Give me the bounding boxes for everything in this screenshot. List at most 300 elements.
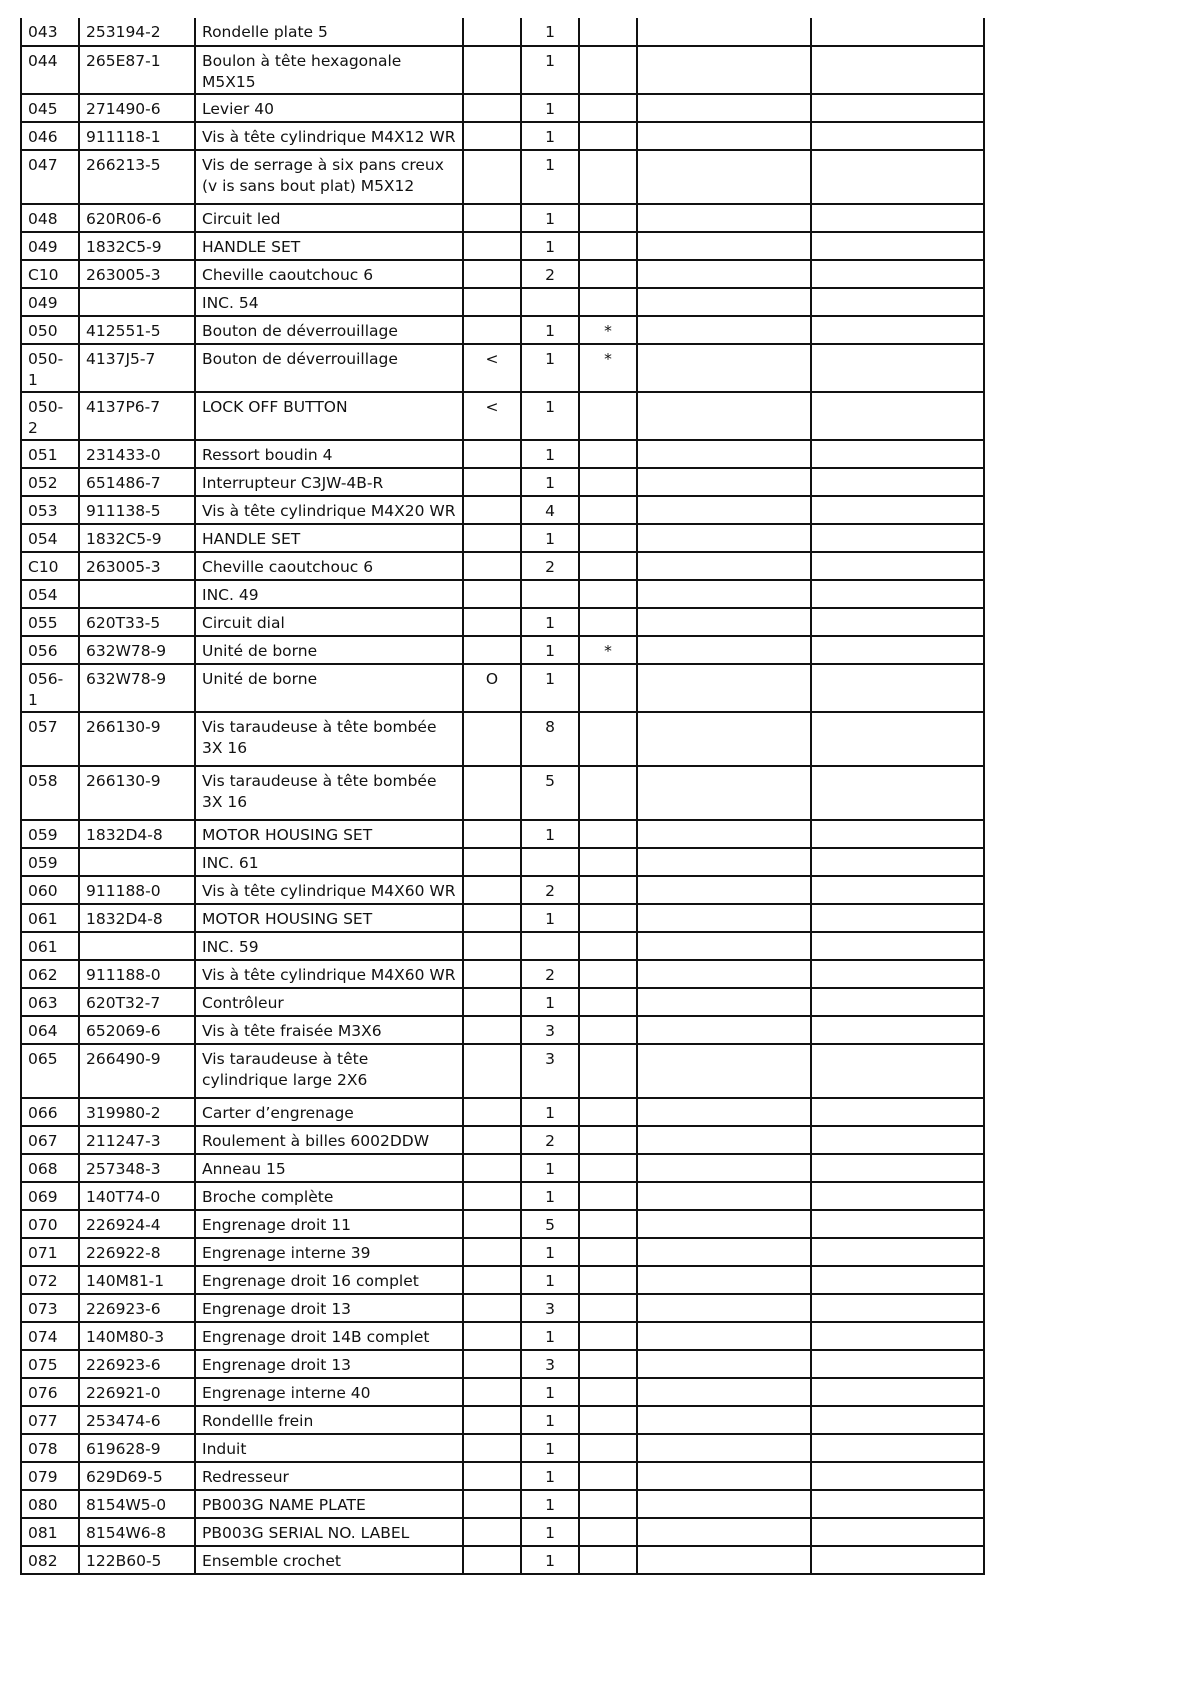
part-number-cell: 1832C5-9 [79,232,195,260]
empty-cell [637,316,811,344]
empty-cell [811,288,984,316]
description-cell: Ensemble crochet [195,1546,463,1574]
description-cell: Levier 40 [195,94,463,122]
description-cell: PB003G SERIAL NO. LABEL [195,1518,463,1546]
description-cell: PB003G NAME PLATE [195,1490,463,1518]
note-cell [579,1350,637,1378]
table-row [21,960,984,988]
description-cell: Broche complète [195,1182,463,1210]
marker-cell [463,232,521,260]
part-number-cell: 122B60-5 [79,1546,195,1574]
empty-cell [811,766,984,820]
ref-number-cell: 059 [21,820,79,848]
empty-cell [811,1044,984,1098]
empty-cell [811,932,984,960]
empty-cell [811,468,984,496]
note-cell [579,1098,637,1126]
description-cell: Vis taraudeuse à tête cylindrique large 2X6 [195,1044,463,1098]
table-row [21,820,984,848]
empty-cell [811,636,984,664]
marker-cell [463,496,521,524]
quantity-cell: 1 [521,524,579,552]
ref-number-cell: 069 [21,1182,79,1210]
part-number-cell: 632W78-9 [79,664,195,712]
part-number-cell: 629D69-5 [79,1462,195,1490]
table-row [21,1462,984,1490]
marker-cell [463,580,521,608]
description-cell: HANDLE SET [195,524,463,552]
ref-number-cell: 046 [21,122,79,150]
empty-cell [637,1546,811,1574]
part-number-cell: 319980-2 [79,1098,195,1126]
note-cell [579,392,637,440]
table-row [21,1490,984,1518]
part-number-cell: 620T33-5 [79,608,195,636]
table-row [21,1294,984,1322]
table-row [21,496,984,524]
table-row [21,1154,984,1182]
empty-cell [811,960,984,988]
empty-cell [811,1490,984,1518]
marker-cell [463,904,521,932]
empty-cell [811,848,984,876]
part-number-cell: 4137J5-7 [79,344,195,392]
parts-table-body [21,18,984,1574]
part-number-cell: 651486-7 [79,468,195,496]
note-cell [579,46,637,94]
table-row [21,440,984,468]
note-cell [579,1294,637,1322]
table-row [21,766,984,820]
description-cell: Engrenage droit 16 complet [195,1266,463,1294]
table-row [21,712,984,766]
ref-number-cell: 051 [21,440,79,468]
empty-cell [637,18,811,46]
empty-cell [637,392,811,440]
table-row [21,1378,984,1406]
marker-cell [463,1266,521,1294]
empty-cell [637,1434,811,1462]
description-cell: Vis à tête cylindrique M4X60 WR [195,960,463,988]
marker-cell [463,1322,521,1350]
table-row [21,1098,984,1126]
quantity-cell: 8 [521,712,579,766]
note-cell [579,664,637,712]
part-number-cell: 257348-3 [79,1154,195,1182]
quantity-cell: 3 [521,1016,579,1044]
description-cell: Circuit led [195,204,463,232]
ref-number-cell: 065 [21,1044,79,1098]
parts-table [20,18,985,1575]
empty-cell [811,608,984,636]
part-number-cell: 266213-5 [79,150,195,204]
marker-cell [463,848,521,876]
note-cell [579,1490,637,1518]
table-row [21,392,984,440]
quantity-cell: 1 [521,904,579,932]
quantity-cell [521,848,579,876]
empty-cell [637,712,811,766]
table-row [21,1434,984,1462]
description-cell: Vis à tête cylindrique M4X60 WR [195,876,463,904]
note-cell [579,1322,637,1350]
part-number-cell: 911188-0 [79,960,195,988]
ref-number-cell: 077 [21,1406,79,1434]
quantity-cell: 2 [521,960,579,988]
table-row [21,608,984,636]
part-number-cell: 652069-6 [79,1016,195,1044]
empty-cell [637,1238,811,1266]
note-cell [579,1238,637,1266]
description-cell: INC. 59 [195,932,463,960]
description-cell: Vis de serrage à six pans creux (v is sans bout plat) M5X12 [195,150,463,204]
table-row [21,1406,984,1434]
empty-cell [811,1518,984,1546]
marker-cell [463,18,521,46]
table-row [21,18,984,46]
empty-cell [811,1266,984,1294]
empty-cell [811,204,984,232]
marker-cell [463,524,521,552]
ref-number-cell: 054 [21,580,79,608]
empty-cell [811,664,984,712]
table-row [21,122,984,150]
marker-cell [463,1518,521,1546]
empty-cell [811,1350,984,1378]
empty-cell [811,496,984,524]
description-cell: Carter d’engrenage [195,1098,463,1126]
empty-cell [811,316,984,344]
empty-cell [637,552,811,580]
note-cell [579,524,637,552]
empty-cell [811,440,984,468]
description-cell: Cheville caoutchouc 6 [195,552,463,580]
part-number-cell: 1832D4-8 [79,904,195,932]
quantity-cell: 2 [521,552,579,580]
ref-number-cell: 048 [21,204,79,232]
note-cell [579,988,637,1016]
description-cell: Unité de borne [195,636,463,664]
ref-number-cell: 054 [21,524,79,552]
note-cell: * [579,636,637,664]
ref-number-cell: 076 [21,1378,79,1406]
ref-number-cell: 062 [21,960,79,988]
description-cell: Interrupteur C3JW-4B-R [195,468,463,496]
quantity-cell: 1 [521,1266,579,1294]
ref-number-cell: 081 [21,1518,79,1546]
ref-number-cell: 059 [21,848,79,876]
description-cell: Boulon à tête hexagonale M5X15 [195,46,463,94]
table-row [21,1126,984,1154]
empty-cell [811,1434,984,1462]
quantity-cell: 5 [521,1210,579,1238]
part-number-cell: 412551-5 [79,316,195,344]
marker-cell [463,1210,521,1238]
note-cell [579,1378,637,1406]
part-number-cell: 8154W6-8 [79,1518,195,1546]
empty-cell [637,288,811,316]
empty-cell [811,712,984,766]
description-cell: Bouton de déverrouillage [195,316,463,344]
part-number-cell: 620T32-7 [79,988,195,1016]
quantity-cell: 1 [521,1518,579,1546]
table-row [21,524,984,552]
ref-number-cell: 070 [21,1210,79,1238]
empty-cell [637,260,811,288]
description-cell: Engrenage droit 13 [195,1350,463,1378]
quantity-cell: 4 [521,496,579,524]
note-cell [579,904,637,932]
quantity-cell: 2 [521,260,579,288]
marker-cell [463,1350,521,1378]
note-cell: * [579,344,637,392]
quantity-cell: 3 [521,1350,579,1378]
note-cell [579,1016,637,1044]
note-cell [579,1126,637,1154]
marker-cell [463,316,521,344]
part-number-cell: 265E87-1 [79,46,195,94]
marker-cell [463,204,521,232]
marker-cell [463,1044,521,1098]
empty-cell [811,122,984,150]
empty-cell [637,1098,811,1126]
marker-cell [463,988,521,1016]
ref-number-cell: 071 [21,1238,79,1266]
empty-cell [637,1154,811,1182]
part-number-cell: 911188-0 [79,876,195,904]
quantity-cell: 1 [521,122,579,150]
marker-cell [463,288,521,316]
marker-cell [463,1434,521,1462]
quantity-cell: 1 [521,1238,579,1266]
empty-cell [637,1350,811,1378]
part-number-cell: 253194-2 [79,18,195,46]
table-row [21,1322,984,1350]
table-row [21,1016,984,1044]
empty-cell [637,1518,811,1546]
quantity-cell: 1 [521,1322,579,1350]
ref-number-cell: 066 [21,1098,79,1126]
part-number-cell: 911138-5 [79,496,195,524]
table-row [21,904,984,932]
part-number-cell: 226922-8 [79,1238,195,1266]
description-cell: Anneau 15 [195,1154,463,1182]
quantity-cell: 3 [521,1044,579,1098]
empty-cell [637,932,811,960]
marker-cell [463,960,521,988]
empty-cell [637,1266,811,1294]
marker-cell [463,1126,521,1154]
ref-number-cell: 061 [21,904,79,932]
table-row [21,1210,984,1238]
part-number-cell: 8154W5-0 [79,1490,195,1518]
empty-cell [637,988,811,1016]
marker-cell [463,122,521,150]
marker-cell [463,1238,521,1266]
ref-number-cell: 064 [21,1016,79,1044]
table-row [21,232,984,260]
part-number-cell: 632W78-9 [79,636,195,664]
quantity-cell: 1 [521,988,579,1016]
table-row [21,288,984,316]
note-cell [579,440,637,468]
note-cell [579,1406,637,1434]
note-cell [579,260,637,288]
empty-cell [637,524,811,552]
ref-number-cell: C10 [21,260,79,288]
quantity-cell: 3 [521,1294,579,1322]
empty-cell [637,204,811,232]
part-number-cell: 140M81-1 [79,1266,195,1294]
part-number-cell: 911118-1 [79,122,195,150]
description-cell: INC. 61 [195,848,463,876]
ref-number-cell: 074 [21,1322,79,1350]
quantity-cell: 1 [521,204,579,232]
description-cell: Induit [195,1434,463,1462]
empty-cell [811,392,984,440]
description-cell: Engrenage droit 14B complet [195,1322,463,1350]
note-cell [579,1210,637,1238]
quantity-cell: 1 [521,1154,579,1182]
marker-cell [463,876,521,904]
part-number-cell: 226921-0 [79,1378,195,1406]
empty-cell [811,18,984,46]
part-number-cell: 620R06-6 [79,204,195,232]
empty-cell [637,904,811,932]
ref-number-cell: 043 [21,18,79,46]
empty-cell [637,1322,811,1350]
marker-cell [463,1154,521,1182]
quantity-cell: 1 [521,1462,579,1490]
table-row [21,1044,984,1098]
table-row [21,150,984,204]
ref-number-cell: 044 [21,46,79,94]
empty-cell [637,1490,811,1518]
part-number-cell [79,580,195,608]
part-number-cell: 140M80-3 [79,1322,195,1350]
quantity-cell: 1 [521,1546,579,1574]
marker-cell [463,766,521,820]
empty-cell [811,904,984,932]
marker-cell [463,1462,521,1490]
empty-cell [811,1462,984,1490]
part-number-cell [79,288,195,316]
description-cell: Circuit dial [195,608,463,636]
part-number-cell: 4137P6-7 [79,392,195,440]
part-number-cell: 266130-9 [79,712,195,766]
part-number-cell [79,848,195,876]
quantity-cell: 1 [521,1434,579,1462]
empty-cell [637,1378,811,1406]
ref-number-cell: 056-1 [21,664,79,712]
quantity-cell: 2 [521,1126,579,1154]
description-cell: Engrenage droit 13 [195,1294,463,1322]
note-cell [579,712,637,766]
empty-cell [637,848,811,876]
ref-number-cell: 072 [21,1266,79,1294]
marker-cell [463,440,521,468]
empty-cell [811,1406,984,1434]
empty-cell [637,1044,811,1098]
table-row [21,552,984,580]
empty-cell [637,150,811,204]
note-cell [579,876,637,904]
quantity-cell: 1 [521,608,579,636]
quantity-cell: 1 [521,468,579,496]
ref-number-cell: 060 [21,876,79,904]
empty-cell [637,1210,811,1238]
marker-cell [463,712,521,766]
part-number-cell: 211247-3 [79,1126,195,1154]
description-cell: Redresseur [195,1462,463,1490]
ref-number-cell: 053 [21,496,79,524]
quantity-cell: 1 [521,1378,579,1406]
empty-cell [637,94,811,122]
description-cell: Contrôleur [195,988,463,1016]
empty-cell [811,876,984,904]
ref-number-cell: 067 [21,1126,79,1154]
ref-number-cell: 056 [21,636,79,664]
empty-cell [637,1294,811,1322]
description-cell: INC. 54 [195,288,463,316]
empty-cell [637,1016,811,1044]
description-cell: INC. 49 [195,580,463,608]
empty-cell [811,1378,984,1406]
empty-cell [637,960,811,988]
part-number-cell: 266490-9 [79,1044,195,1098]
empty-cell [637,820,811,848]
table-row [21,260,984,288]
empty-cell [637,664,811,712]
table-row [21,848,984,876]
ref-number-cell: 050-2 [21,392,79,440]
marker-cell: < [463,344,521,392]
part-number-cell: 253474-6 [79,1406,195,1434]
ref-number-cell: 052 [21,468,79,496]
marker-cell [463,468,521,496]
marker-cell [463,1546,521,1574]
empty-cell [811,552,984,580]
table-row [21,580,984,608]
marker-cell [463,1182,521,1210]
note-cell [579,580,637,608]
note-cell [579,232,637,260]
ref-number-cell: C10 [21,552,79,580]
note-cell [579,122,637,150]
part-number-cell: 271490-6 [79,94,195,122]
table-row [21,1238,984,1266]
description-cell: Roulement à billes 6002DDW [195,1126,463,1154]
table-row [21,636,984,664]
marker-cell [463,260,521,288]
empty-cell [637,1182,811,1210]
table-row [21,1182,984,1210]
part-number-cell: 263005-3 [79,260,195,288]
quantity-cell [521,288,579,316]
note-cell [579,1546,637,1574]
empty-cell [811,1322,984,1350]
ref-number-cell: 055 [21,608,79,636]
empty-cell [637,468,811,496]
note-cell [579,960,637,988]
note-cell [579,18,637,46]
note-cell [579,288,637,316]
part-number-cell [79,932,195,960]
marker-cell [463,1406,521,1434]
table-row [21,932,984,960]
note-cell [579,766,637,820]
marker-cell [463,1098,521,1126]
